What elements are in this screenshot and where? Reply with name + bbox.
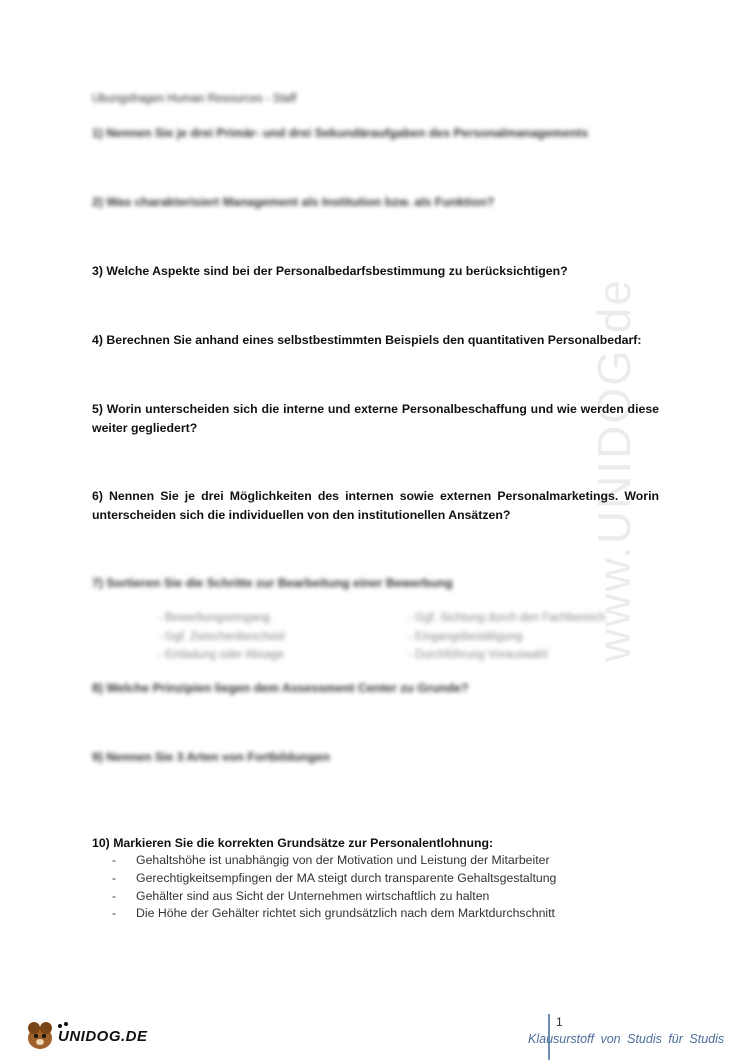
footer-tagline: Klausurstoff von Studis für Studis [528,1032,725,1046]
list-dash: - [112,888,117,903]
list-item-text: Gehaltshöhe ist unabhängig von der Motivation und Leistung der Mitarbeiter [136,853,550,867]
question-8: 8) Welche Prinzipien liegen dem Assessment Center zu Grunde? [92,681,469,695]
list-item [112,870,672,888]
option-item: - Einladung oder Absage [158,649,284,661]
question-9: 9) Nennen Sie 3 Arten von Fortbildungen [92,750,330,764]
watermark: www.UNIDOG.de [588,278,640,662]
list-dash: - [112,906,117,921]
list-item-text: Die Höhe der Gehälter richtet sich grundsätzlich nach dem Marktdurchschnitt [136,906,555,921]
option-item: - Ggf. Zwischenbescheid [158,630,285,643]
question-4: 4) Berechnen Sie anhand eines selbstbestimmten Beispiels den quantitativen Personalbedarf: [92,333,642,347]
option-item: - Durchführung Vorauswahl [408,649,548,661]
question-3: 3) Welche Aspekte sind bei der Personalbedarfsbestimmung zu berücksichtigen? [92,264,568,278]
option-item: - Bewerbungseingang [158,612,270,624]
question-2: 2) Was charakterisiert Management als Institution bzw. als Funktion? [92,195,495,209]
option-item: - Ggf. Sichtung durch den Fachbereich [408,612,606,624]
option-item: - Eingangsbestätigung [408,630,523,643]
document-title: Übungsfragen Human Resources - Staff [92,93,297,105]
list-item [112,905,672,923]
question-5: 5) Worin unterscheiden sich die interne und externe Personalbeschaffung und wie werden diese weiter gegliedert? [92,402,659,435]
list-item-text: Gehälter sind aus Sicht der Unternehmen wirtschaftlich zu halten [136,888,490,903]
logo-text: UNIDOG.DE [58,1028,148,1045]
question-7: 7) Sortieren Sie die Schritte zur Bearbeitung einer Bewerbung [92,576,453,590]
list-item [112,852,672,870]
list-dash: - [112,853,117,867]
question-6: 6) Nennen Sie je drei Möglichkeiten des internen sowie externen Personalmarketings. Worin unterscheiden sich die individuellen von den institutionellen Ansätzen? [92,489,659,522]
question-10-options [112,852,672,923]
list-dash: - [112,870,117,885]
page-number: 1 [556,1015,563,1029]
list-item [112,888,672,906]
question-7-options [158,610,678,665]
question-10: 10) Markieren Sie die korrekten Grundsätze zur Personalentlohnung: [92,836,494,850]
question-1: 1) Nennen Sie je drei Primär- und drei Sekundäraufgaben des Personalmanagements [92,126,589,140]
list-item-text: Gerechtigkeitsempfingen der MA steigt durch transparente Gehaltsgestaltung [136,870,557,885]
